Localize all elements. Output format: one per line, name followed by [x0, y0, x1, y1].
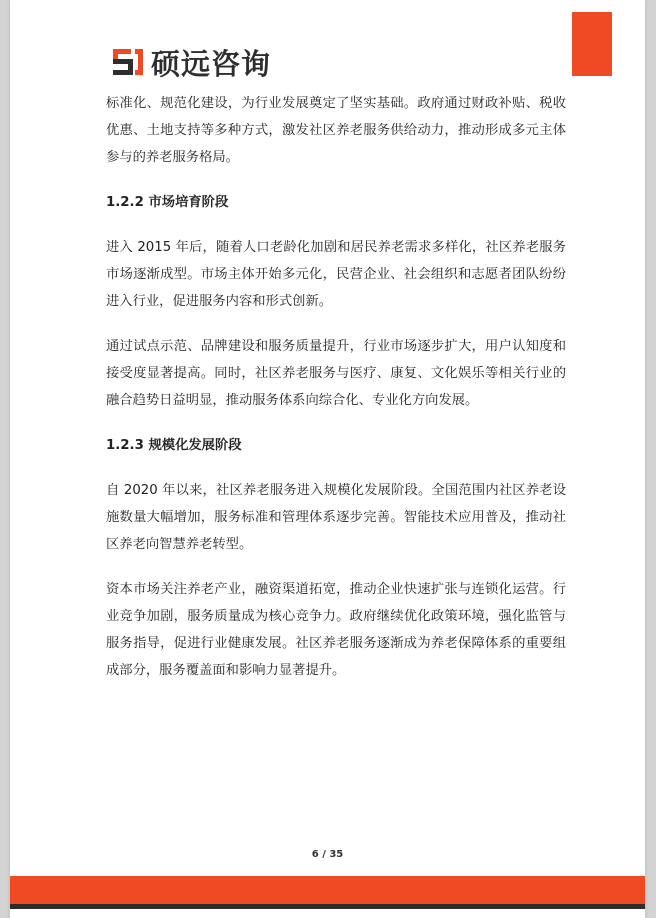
page-number: 6 / 35: [311, 849, 344, 860]
brand-logo-icon: [111, 47, 145, 77]
section-heading-1-2-3: 1.2.3 规模化发展阶段: [106, 438, 242, 453]
body-paragraph: 自 2020 年以来，社区养老服务进入规模化发展阶段。全国范围内社区养老设施数量大幅增加，服务标准和管理体系逐步完善。智能技术应用普及，推动社区养老向智慧养老转型。: [106, 483, 566, 552]
brand-name: 硕远咨询: [151, 46, 272, 81]
brand-logo: [111, 45, 271, 79]
document-page: [10, 0, 645, 918]
section-heading-1-2-2: 1.2.2 市场培育阶段: [106, 195, 229, 210]
header-accent-block: [572, 12, 612, 76]
body-paragraph: 资本市场关注养老产业，融资渠道拓宽，推动企业快速扩张与连锁化运营。行业竞争加剧，服务质量成为核心竞争力。政府继续优化政策环境，强化监管与服务指导，促进行业健康发展。社区养老服务逐渐成为养老保障体系的重要组成部分，服务覆盖面和影响力显著提升。: [106, 582, 566, 678]
footer-dark-bar: [10, 904, 645, 909]
footer-accent-bar: [10, 876, 645, 904]
intro-paragraph: 标准化、规范化建设，为行业发展奠定了坚实基础。政府通过财政补贴、税收优惠、土地支持等多种方式，激发社区养老服务供给动力，推动形成多元主体参与的养老服务格局。: [106, 96, 566, 165]
document-body: [106, 90, 566, 702]
body-paragraph: 通过试点示范、品牌建设和服务质量提升，行业市场逐步扩大，用户认知度和接受度显著提高。同时，社区养老服务与医疗、康复、文化娱乐等相关行业的融合趋势日益明显，推动服务体系向综合化、专业化方向发展。: [106, 339, 566, 408]
body-paragraph: 进入 2015 年后，随着人口老龄化加剧和居民养老需求多样化，社区养老服务市场逐渐成型。市场主体开始多元化，民营企业、社会组织和志愿者团队纷纷进入行业，促进服务内容和形式创新。: [106, 240, 566, 309]
